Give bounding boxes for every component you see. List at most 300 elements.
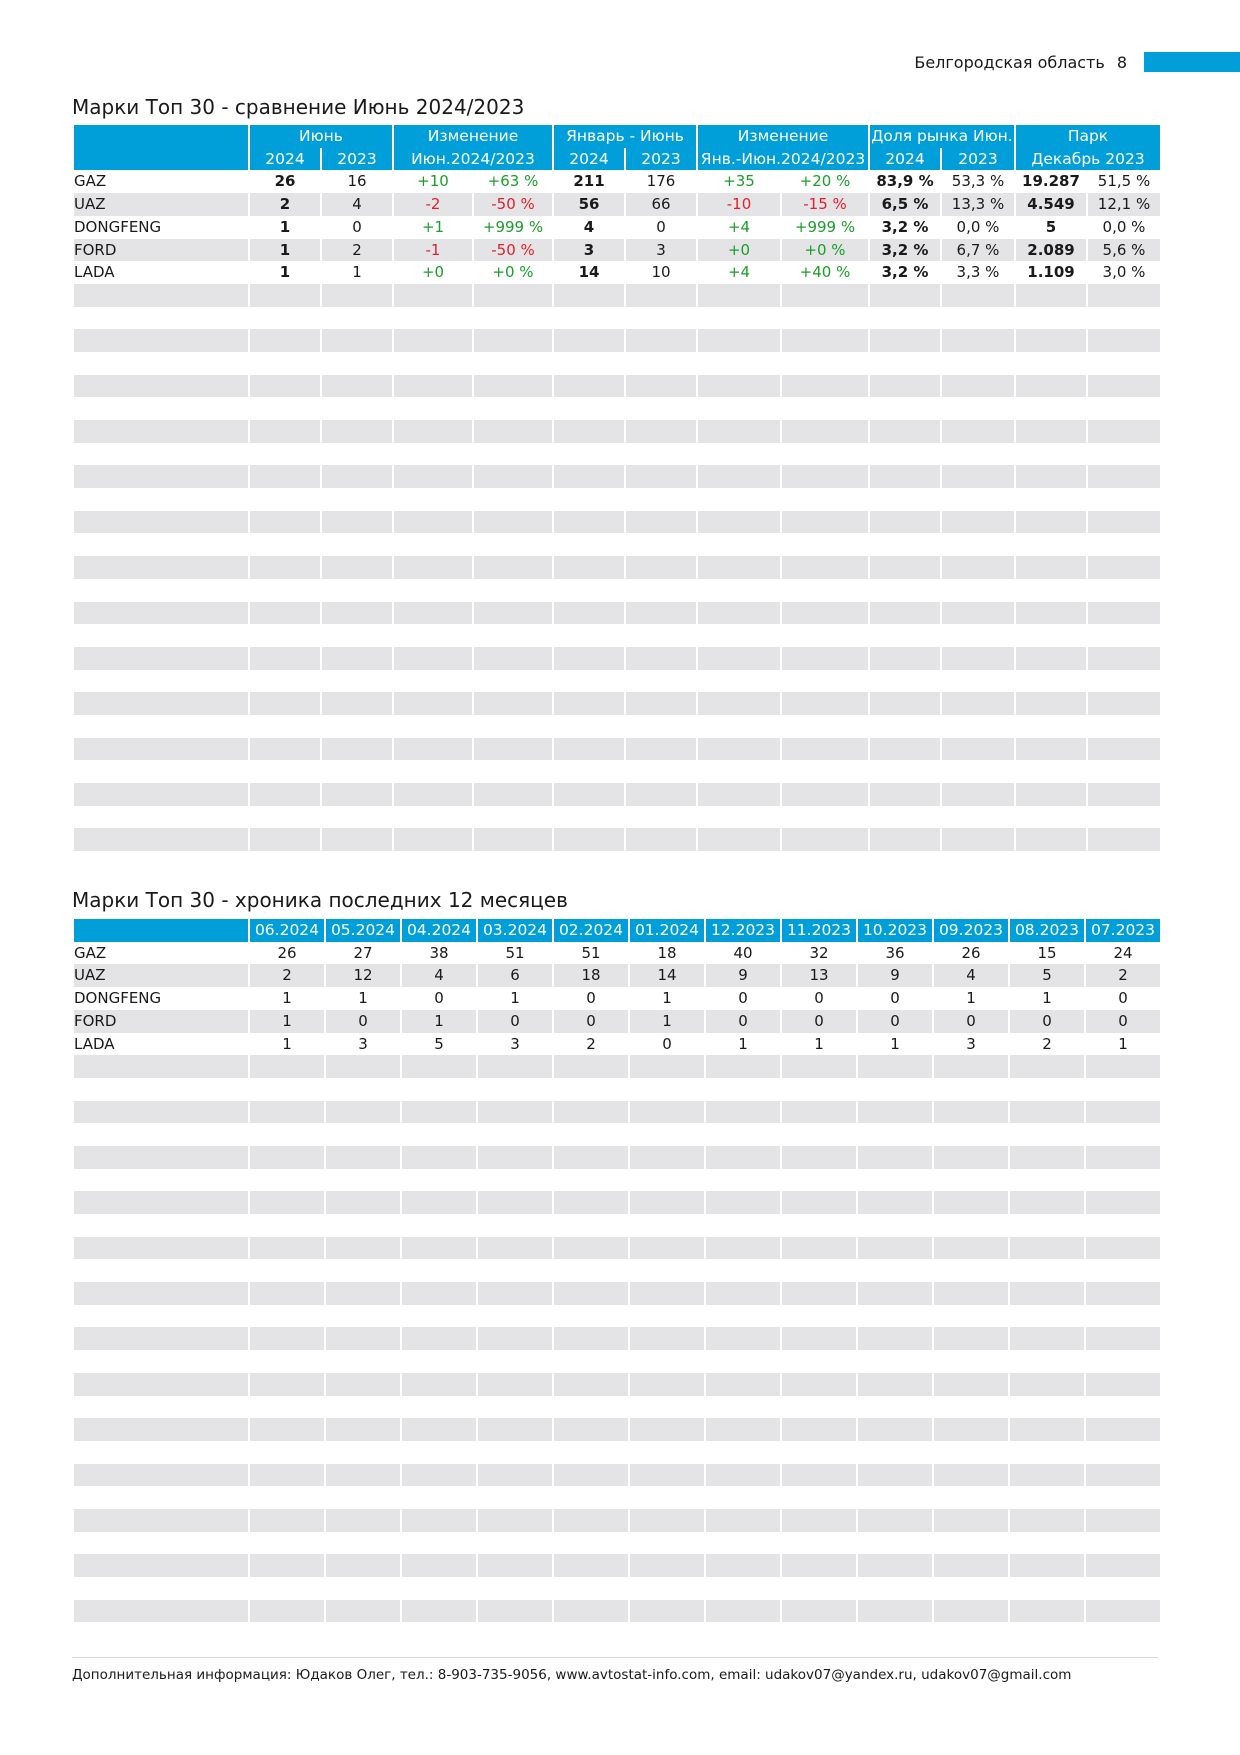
empty-cell (870, 715, 940, 738)
empty-cell (326, 1146, 400, 1169)
empty-cell (394, 397, 472, 420)
empty-cell (74, 1305, 248, 1328)
empty-cell (870, 647, 940, 670)
empty-cell (478, 1101, 552, 1124)
empty-cell (706, 1532, 780, 1555)
empty-cell (630, 1532, 704, 1555)
empty-cell (1010, 1327, 1084, 1350)
empty-cell (1016, 284, 1086, 307)
empty-cell (706, 1214, 780, 1237)
page-header (914, 52, 1240, 72)
header-blank (74, 125, 248, 148)
empty-cell (250, 1237, 324, 1260)
empty-cell (1088, 352, 1160, 375)
empty-cell (870, 511, 940, 534)
empty-cell (698, 670, 780, 693)
empty-cell (870, 465, 940, 488)
empty-cell (478, 1464, 552, 1487)
empty-row (74, 692, 1160, 715)
share-2024: 83,9 % (876, 172, 934, 191)
empty-cell (74, 1554, 248, 1577)
empty-cell (626, 602, 696, 625)
empty-cell (782, 1237, 856, 1260)
empty-cell (630, 1078, 704, 1101)
share-2024: 3,2 % (881, 263, 929, 282)
empty-cell (1088, 465, 1160, 488)
empty-cell (858, 1101, 932, 1124)
empty-cell (698, 375, 780, 398)
june-change-abs: +1 (421, 217, 445, 236)
empty-cell (74, 1418, 248, 1441)
park-count: 1.109 (1027, 263, 1075, 282)
empty-cell (326, 1441, 400, 1464)
month-value: 0 (554, 1010, 628, 1033)
empty-cell (1016, 760, 1086, 783)
empty-cell (630, 1418, 704, 1441)
brand-name: LADA (74, 263, 115, 282)
empty-row (74, 1418, 1160, 1441)
empty-cell (1010, 1305, 1084, 1328)
empty-cell (74, 1600, 248, 1623)
empty-cell (870, 738, 940, 761)
empty-cell (322, 738, 392, 761)
header-blank (74, 919, 248, 942)
empty-cell (782, 511, 868, 534)
empty-cell (782, 1169, 856, 1192)
empty-cell (782, 284, 868, 307)
empty-cell (630, 1327, 704, 1350)
empty-cell (942, 352, 1014, 375)
empty-cell (942, 443, 1014, 466)
jan-jun-change-abs: +4 (727, 217, 751, 236)
empty-cell (630, 1282, 704, 1305)
empty-cell (782, 806, 868, 829)
june-2024: 26 (274, 172, 296, 191)
empty-cell (326, 1577, 400, 1600)
empty-cell (1010, 1532, 1084, 1555)
empty-cell (1010, 1396, 1084, 1419)
empty-cell (1086, 1055, 1160, 1078)
group-change-jan-jun: Изменение (698, 125, 868, 148)
empty-cell (74, 1509, 248, 1532)
empty-cell (250, 1418, 324, 1441)
brand-name: DONGFENG (74, 217, 162, 236)
empty-cell (782, 715, 868, 738)
empty-cell (782, 329, 868, 352)
month-value: 9 (858, 964, 932, 987)
empty-cell (250, 1259, 324, 1282)
month-header: 05.2024 (326, 919, 400, 942)
empty-cell (74, 1214, 248, 1237)
empty-cell (942, 533, 1014, 556)
empty-cell (554, 1373, 628, 1396)
empty-cell (478, 1600, 552, 1623)
empty-cell (322, 579, 392, 602)
empty-cell (626, 760, 696, 783)
empty-cell (934, 1259, 1008, 1282)
empty-cell (478, 1146, 552, 1169)
empty-cell (626, 375, 696, 398)
empty-cell (478, 1418, 552, 1441)
empty-cell (934, 1350, 1008, 1373)
empty-cell (74, 465, 248, 488)
empty-cell (630, 1169, 704, 1192)
empty-cell (870, 783, 940, 806)
month-value: 27 (353, 943, 373, 962)
june-2024: 1 (250, 239, 320, 262)
empty-cell (942, 307, 1014, 330)
month-value: 2 (1086, 964, 1160, 987)
empty-cell (626, 352, 696, 375)
empty-cell (630, 1101, 704, 1124)
empty-cell (326, 1191, 400, 1214)
june-change-pct: -50 % (474, 239, 552, 262)
empty-cell (1016, 352, 1086, 375)
empty-cell (402, 1509, 476, 1532)
empty-cell (554, 511, 624, 534)
empty-cell (74, 443, 248, 466)
june-change-abs: -2 (394, 193, 472, 216)
empty-cell (554, 1146, 628, 1169)
empty-cell (74, 1078, 248, 1101)
empty-cell (74, 1123, 248, 1146)
empty-cell (250, 1305, 324, 1328)
empty-cell (322, 851, 392, 874)
empty-cell (74, 624, 248, 647)
month-value: 18 (657, 943, 677, 962)
june-change-abs: +0 (421, 263, 445, 282)
empty-cell (250, 602, 320, 625)
empty-cell (1086, 1418, 1160, 1441)
empty-cell (1086, 1350, 1160, 1373)
month-header: 12.2023 (706, 919, 780, 942)
empty-row (74, 352, 1160, 375)
empty-cell (474, 715, 552, 738)
empty-row (74, 1214, 1160, 1237)
empty-cell (394, 533, 472, 556)
empty-cell (554, 828, 624, 851)
empty-cell (250, 806, 320, 829)
month-header: 09.2023 (934, 919, 1008, 942)
empty-row (74, 1259, 1160, 1282)
empty-cell (74, 1373, 248, 1396)
month-header: 08.2023 (1010, 919, 1084, 942)
brand-name: FORD (74, 1010, 248, 1033)
empty-cell (630, 1237, 704, 1260)
empty-cell (782, 1282, 856, 1305)
empty-cell (394, 511, 472, 534)
empty-cell (250, 284, 320, 307)
empty-cell (870, 307, 940, 330)
empty-cell (554, 1600, 628, 1623)
jan-jun-2024: 14 (578, 263, 600, 282)
empty-cell (942, 602, 1014, 625)
empty-cell (782, 1305, 856, 1328)
empty-cell (942, 670, 1014, 693)
empty-cell (858, 1373, 932, 1396)
empty-cell (322, 647, 392, 670)
empty-cell (322, 375, 392, 398)
empty-row (74, 1350, 1160, 1373)
empty-cell (74, 783, 248, 806)
month-value: 0 (706, 1010, 780, 1033)
empty-cell (554, 602, 624, 625)
empty-row (74, 1486, 1160, 1509)
empty-row (74, 1327, 1160, 1350)
empty-cell (402, 1237, 476, 1260)
empty-cell (1016, 670, 1086, 693)
empty-cell (478, 1509, 552, 1532)
empty-cell (626, 488, 696, 511)
empty-cell (250, 375, 320, 398)
empty-cell (250, 556, 320, 579)
group-jan-jun: Январь - Июнь (554, 125, 696, 148)
empty-cell (474, 828, 552, 851)
empty-cell (1016, 715, 1086, 738)
month-value: 18 (554, 964, 628, 987)
empty-cell (1086, 1259, 1160, 1282)
empty-cell (322, 329, 392, 352)
empty-cell (326, 1373, 400, 1396)
table-row (74, 193, 1160, 216)
empty-cell (706, 1123, 780, 1146)
empty-cell (554, 375, 624, 398)
empty-cell (250, 1191, 324, 1214)
empty-cell (554, 579, 624, 602)
month-value: 1 (630, 1010, 704, 1033)
empty-cell (698, 443, 780, 466)
empty-cell (942, 397, 1014, 420)
empty-cell (706, 1191, 780, 1214)
brand-name: LADA (74, 1034, 115, 1053)
park-count: 2.089 (1016, 239, 1086, 262)
empty-cell (934, 1600, 1008, 1623)
month-header: 01.2024 (630, 919, 704, 942)
empty-cell (250, 1055, 324, 1078)
empty-cell (630, 1554, 704, 1577)
empty-cell (706, 1373, 780, 1396)
month-value: 40 (733, 943, 753, 962)
empty-cell (250, 1464, 324, 1487)
empty-cell (474, 783, 552, 806)
empty-cell (394, 602, 472, 625)
empty-cell (250, 647, 320, 670)
empty-cell (942, 329, 1014, 352)
empty-cell (554, 715, 624, 738)
empty-row (74, 1532, 1160, 1555)
month-value: 4 (402, 964, 476, 987)
empty-cell (1088, 443, 1160, 466)
empty-cell (782, 1101, 856, 1124)
empty-cell (554, 1259, 628, 1282)
empty-cell (858, 1237, 932, 1260)
brand-name: GAZ (74, 943, 107, 962)
empty-cell (858, 1055, 932, 1078)
june-2023: 0 (352, 217, 362, 236)
month-header: 02.2024 (554, 919, 628, 942)
empty-cell (1086, 1214, 1160, 1237)
empty-cell (326, 1509, 400, 1532)
empty-cell (74, 1464, 248, 1487)
empty-cell (1086, 1078, 1160, 1101)
empty-cell (942, 738, 1014, 761)
empty-cell (250, 1078, 324, 1101)
empty-cell (74, 1237, 248, 1260)
empty-cell (706, 1327, 780, 1350)
empty-cell (326, 1055, 400, 1078)
empty-cell (782, 1214, 856, 1237)
empty-cell (942, 715, 1014, 738)
month-value: 0 (738, 989, 748, 1008)
empty-row (74, 1373, 1160, 1396)
empty-cell (394, 488, 472, 511)
empty-cell (870, 443, 940, 466)
empty-cell (74, 1441, 248, 1464)
month-value: 1 (814, 1034, 824, 1053)
empty-cell (402, 1327, 476, 1350)
month-value: 38 (429, 943, 449, 962)
empty-cell (322, 670, 392, 693)
empty-cell (782, 1123, 856, 1146)
empty-cell (1086, 1101, 1160, 1124)
month-value: 3 (358, 1034, 368, 1053)
empty-cell (1016, 375, 1086, 398)
empty-cell (698, 397, 780, 420)
empty-cell (782, 1350, 856, 1373)
park-count: 4.549 (1016, 193, 1086, 216)
empty-cell (322, 511, 392, 534)
empty-cell (706, 1396, 780, 1419)
june-2023: 2 (322, 239, 392, 262)
empty-cell (394, 738, 472, 761)
sub-2024: 2024 (250, 148, 320, 171)
empty-cell (870, 488, 940, 511)
empty-cell (858, 1259, 932, 1282)
empty-cell (1016, 624, 1086, 647)
empty-cell (250, 670, 320, 693)
empty-cell (1086, 1532, 1160, 1555)
empty-cell (74, 329, 248, 352)
empty-cell (402, 1282, 476, 1305)
empty-cell (782, 1577, 856, 1600)
sub-change-june: Июн.2024/2023 (394, 148, 552, 171)
sub-2023: 2023 (942, 148, 1014, 171)
empty-cell (698, 488, 780, 511)
empty-cell (74, 1350, 248, 1373)
park-count: 19.287 (1022, 172, 1080, 191)
empty-cell (630, 1464, 704, 1487)
empty-cell (1086, 1441, 1160, 1464)
empty-cell (478, 1237, 552, 1260)
empty-cell (870, 375, 940, 398)
empty-cell (250, 329, 320, 352)
empty-row (74, 1464, 1160, 1487)
empty-cell (1010, 1464, 1084, 1487)
empty-cell (626, 738, 696, 761)
month-value: 3 (966, 1034, 976, 1053)
empty-cell (782, 1600, 856, 1623)
empty-cell (858, 1600, 932, 1623)
empty-cell (74, 1327, 248, 1350)
empty-cell (326, 1237, 400, 1260)
park-share: 51,5 % (1097, 172, 1151, 191)
empty-row (74, 828, 1160, 851)
empty-cell (250, 715, 320, 738)
empty-cell (402, 1396, 476, 1419)
jan-jun-2024: 56 (554, 193, 624, 216)
month-value: 1 (510, 989, 520, 1008)
empty-cell (858, 1554, 932, 1577)
empty-cell (942, 465, 1014, 488)
brand-name: UAZ (74, 193, 248, 216)
empty-row (74, 806, 1160, 829)
empty-cell (630, 1396, 704, 1419)
jan-jun-change-pct: -15 % (782, 193, 868, 216)
empty-cell (394, 443, 472, 466)
empty-cell (322, 352, 392, 375)
empty-cell (626, 828, 696, 851)
empty-cell (394, 647, 472, 670)
empty-cell (250, 1532, 324, 1555)
empty-cell (474, 329, 552, 352)
empty-cell (630, 1600, 704, 1623)
empty-cell (74, 1259, 248, 1282)
jan-jun-change-pct: +0 % (782, 239, 868, 262)
empty-cell (1010, 1169, 1084, 1192)
empty-cell (554, 1305, 628, 1328)
month-value: 14 (630, 964, 704, 987)
sub-change-jan-jun: Янв.-Июн.2024/2023 (698, 148, 868, 171)
empty-cell (554, 624, 624, 647)
empty-cell (554, 488, 624, 511)
empty-cell (554, 1101, 628, 1124)
month-value: 51 (505, 943, 525, 962)
brands-monthly-table (72, 919, 1162, 1622)
empty-cell (74, 397, 248, 420)
june-2023: 4 (322, 193, 392, 216)
empty-cell (698, 465, 780, 488)
empty-cell (474, 647, 552, 670)
empty-cell (250, 1396, 324, 1419)
empty-cell (250, 692, 320, 715)
empty-cell (250, 1282, 324, 1305)
empty-cell (402, 1214, 476, 1237)
empty-cell (1016, 783, 1086, 806)
sub-2023: 2023 (626, 148, 696, 171)
empty-cell (934, 1146, 1008, 1169)
empty-cell (782, 533, 868, 556)
empty-cell (1016, 488, 1086, 511)
empty-cell (250, 1214, 324, 1237)
empty-cell (1088, 692, 1160, 715)
empty-cell (554, 760, 624, 783)
empty-cell (942, 828, 1014, 851)
june-change-abs: +10 (417, 172, 449, 191)
empty-cell (554, 329, 624, 352)
table-row (74, 216, 1160, 239)
empty-cell (782, 1055, 856, 1078)
empty-cell (782, 307, 868, 330)
empty-cell (1010, 1078, 1084, 1101)
empty-cell (554, 443, 624, 466)
header-blank (74, 148, 248, 171)
empty-cell (474, 397, 552, 420)
empty-cell (1088, 670, 1160, 693)
empty-cell (630, 1486, 704, 1509)
empty-cell (74, 352, 248, 375)
jan-jun-2023: 176 (646, 172, 676, 191)
empty-cell (630, 1123, 704, 1146)
